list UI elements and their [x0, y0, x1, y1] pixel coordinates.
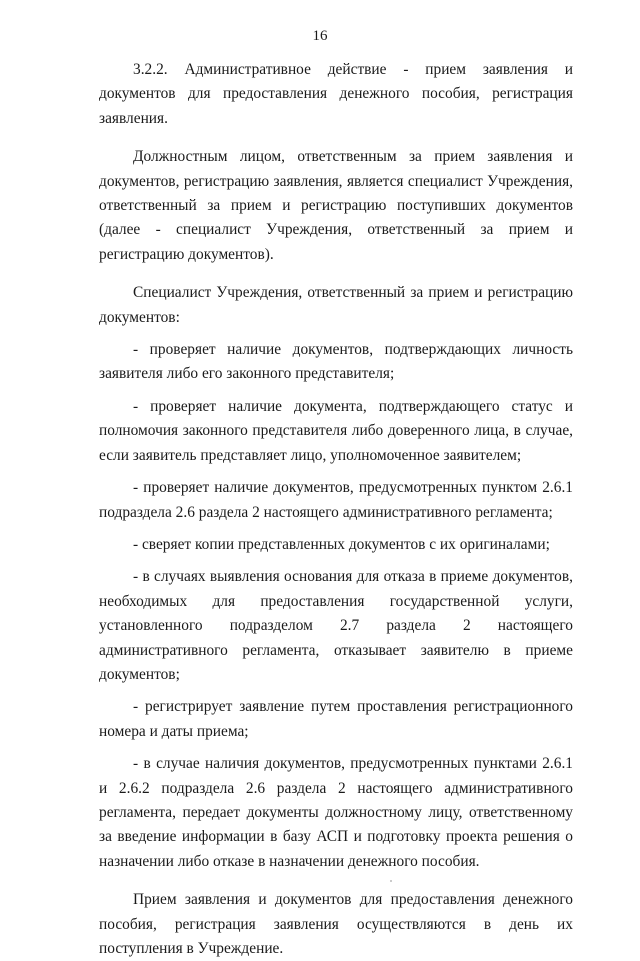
scan-speck — [390, 880, 392, 882]
paragraph-processing-deadline: Прием заявления и документов для предоставления денежного пособия, регистрация заявления осуществляются в день их поступления в Учреждение. — [99, 891, 573, 957]
paragraph-specialist-duties-intro: Специалист Учреждения, ответственный за прием и регистрацию документов: — [99, 284, 573, 326]
list-item-transfer-documents: - в случае наличия документов, предусмотренных пунктами 2.6.1 и 2.6.2 подраздела 2.6 раздела 2 настоящего административного регламента, передает документы должностному лицу, ответственному за введение информации в базу АСП и подготовку проекта решения о назначении либо отказе в назначении денежного пособия. — [99, 755, 573, 870]
list-item-verify-copies: - сверяет копии представленных документов с их оригиналами; — [133, 535, 550, 553]
list-item-refuse-acceptance: - в случаях выявления основания для отказа в приеме документов, необходимых для предоставления государственной услуги, установленного подразделом 2.7 раздела 2 настоящего административного регламента, отказывает заявителю в приеме документов; — [99, 568, 573, 683]
document-body — [99, 58, 573, 961]
list-item-check-identity: - проверяет наличие документов, подтверждающих личность заявителя либо его законного представителя; — [99, 341, 573, 383]
list-item-check-documents-2-6-1: - проверяет наличие документов, предусмотренных пунктом 2.6.1 подраздела 2.6 раздела 2 настоящего административного регламента; — [99, 479, 573, 521]
paragraph-responsible-official: Должностным лицом, ответственным за прием заявления и документов, регистрацию заявления, является специалист Учреждения, ответственный за прием и регистрацию поступивших документов (далее - специалист Учреждения, ответственный за прием и регистрацию документов). — [99, 148, 573, 263]
list-item-check-representative-status: - проверяет наличие документа, подтверждающего статус и полномочия законного представителя либо доверенного лица, в случае, если заявитель представляет лицо, уполномоченное заявителем; — [99, 397, 573, 464]
paragraph-section-heading: 3.2.2. Административное действие - прием заявления и документов для предоставления денежного пособия, регистрация заявления. — [99, 61, 573, 127]
list-item-register-application: - регистрирует заявление путем проставления регистрационного номера и даты приема; — [99, 698, 573, 740]
page-number: 16 — [312, 28, 328, 44]
